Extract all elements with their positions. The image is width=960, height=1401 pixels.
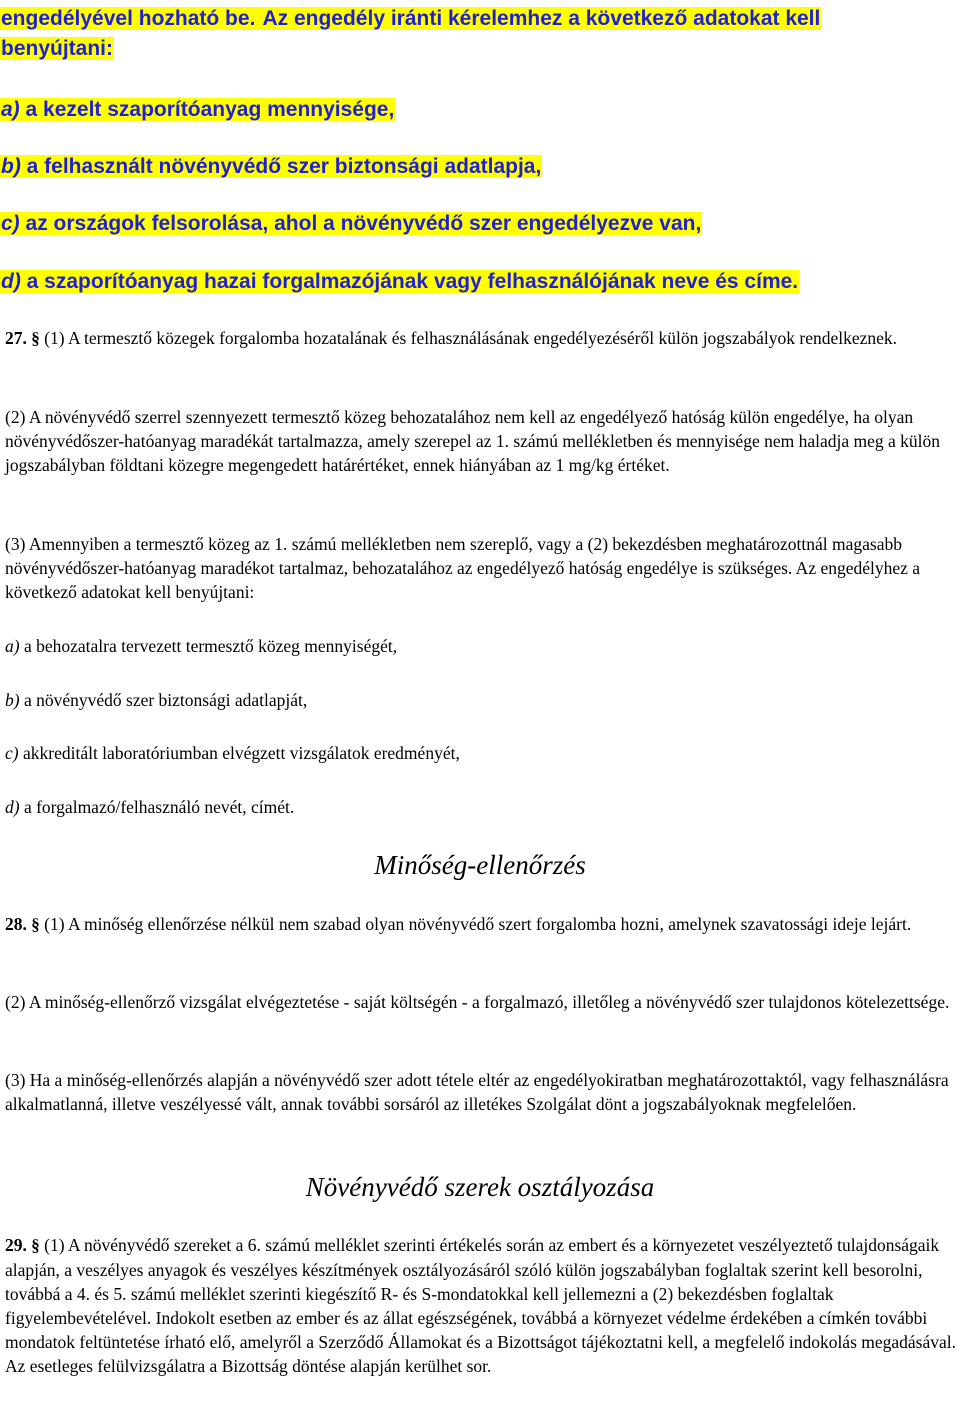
list-item-c bbox=[5, 741, 960, 765]
heading-classification: Növényvédő szerek osztályozása bbox=[305, 1172, 655, 1202]
section-number: 27. bbox=[5, 328, 27, 348]
item-text: a forgalmazó/felhasználó nevét, címét. bbox=[19, 797, 295, 817]
item-letter: d) bbox=[1, 270, 21, 293]
item-text: a növényvédő szer biztonsági adatlapját, bbox=[19, 690, 308, 710]
item-letter: a) bbox=[1, 98, 20, 121]
heading-quality-control: Minőség-ellenőrzés bbox=[374, 850, 586, 880]
item-letter: b) bbox=[5, 690, 20, 710]
list-item-a bbox=[5, 634, 960, 658]
item-text: a felhasznált növényvédő szer biztonsági adatlapja, bbox=[20, 155, 542, 178]
item-text: akkreditált laboratóriumban elvégzett vizsgálatok eredményét, bbox=[18, 743, 460, 763]
item-letter: b) bbox=[1, 155, 21, 178]
section-29-paragraph-1 bbox=[5, 1233, 960, 1378]
item-text: a szaporítóanyag hazai forgalmazójának vagy felhasználójának neve és címe. bbox=[20, 270, 799, 293]
section-number: 28. bbox=[5, 914, 27, 934]
paragraph-text: (1) A termesztő közegek forgalomba hozatalának és felhasználásának engedélyezéséről külön jogszabályok rendelkeznek. bbox=[39, 328, 898, 348]
highlighted-intro bbox=[0, 4, 960, 64]
section-28-paragraph-3: (3) Ha a minőség-ellenőrzés alapján a növényvédő szer adott tétele eltér az engedélyokiratban meghatározottaktól, vagy felhasználásra alkalmatlanná, illetve veszélyessé vált, annak további sorsáról az illetékes Szolgálat dönt a jogszabályoknak megfelelően. bbox=[5, 1070, 949, 1114]
section-27-paragraph-1 bbox=[5, 326, 960, 351]
paragraph-text: (1) A növényvédő szereket a 6. számú melléklet szerinti értékelés során az embert és a környezetet veszélyeztető tulajdonságaik alapján, a veszélyes anyagok és veszélyes készítmények osztályozásáról szóló külön jogszabályban foglaltak szerint kell besorolni, továbbá a 4. és 5. számú melléklet szerinti kiegészítő R- és S-mondatokkal kell jellemezni a (2) bekezdésben foglaltak figyelembevételével. Indokolt esetben az ember és az állat egészségének, továbbá a környezet védelme érdekében a címkén további mondatok feltüntetése írható elő, amelyről a Szerződő Államokat és a Bizottságot tájékoztatni kell, a megfelelő indokolás megadásával. Az esetleges felülvizsgálatra a Bizottság döntése alapján kerülhet sor. bbox=[5, 1235, 957, 1376]
item-letter: a) bbox=[5, 636, 20, 656]
section-sign-link[interactable]: § bbox=[31, 329, 40, 348]
section-number: 29. bbox=[5, 1235, 27, 1255]
highlight-line1-start: engedélyével hozható be. bbox=[1, 7, 256, 30]
section-28-paragraph-1 bbox=[5, 912, 960, 937]
section-27-paragraph-3: (3) Amennyiben a termesztő közeg az 1. számú mellékletben nem szereplő, vagy a (2) bekezdésben meghatározottnál magasabb növényvédőszer-hatóanyag maradékot tartalmaz, behozatalához az engedélyező hatóság engedélye is szükséges. Az engedélyhez a következő adatokat kell benyújtani: bbox=[5, 534, 921, 602]
paragraph-text: (1) A minőség ellenőrzése nélkül nem szabad olyan növényvédő szert forgalomba hozni, amelynek szavatossági ideje lejárt. bbox=[39, 914, 912, 934]
highlight-line1-rest: Az engedély iránti kérelemhez a következő adatokat kell bbox=[257, 7, 821, 30]
item-letter: c) bbox=[1, 212, 20, 235]
highlighted-item-a bbox=[0, 95, 395, 125]
item-text: a kezelt szaporítóanyag mennyisége, bbox=[19, 98, 395, 121]
item-letter: c) bbox=[5, 743, 19, 763]
list-item-d bbox=[5, 795, 960, 819]
section-28-paragraph-2: (2) A minőség-ellenőrző vizsgálat elvégeztetése - saját költségén - a forgalmazó, illetőleg a növényvédő szer tulajdonos kötelezettsége. bbox=[5, 992, 950, 1012]
item-letter: d) bbox=[5, 797, 20, 817]
section-27-paragraph-2: (2) A növényvédő szerrel szennyezett termesztő közeg behozatalához nem kell az engedélyező hatóság külön engedélye, ha olyan növényvédőszer-hatóanyag maradékát tartalmazza, amely szerepel az 1. számú mellékletben és mennyisége nem haladja meg a külön jogszabályban földtani közegre megengedett határértéket, ennek hiányában az 1 mg/kg értéket. bbox=[5, 407, 941, 475]
list-item-b bbox=[5, 688, 960, 712]
highlight-line2: benyújtani: bbox=[1, 37, 114, 60]
section-sign-link[interactable]: § bbox=[31, 1236, 40, 1255]
section-sign-link[interactable]: § bbox=[31, 915, 40, 934]
highlighted-item-d bbox=[0, 267, 799, 297]
item-text: az országok felsorolása, ahol a növényvédő szer engedélyezve van, bbox=[19, 212, 702, 235]
item-text: a behozatalra tervezett termesztő közeg mennyiségét, bbox=[19, 636, 398, 656]
highlighted-item-c bbox=[0, 209, 702, 239]
highlighted-item-b bbox=[0, 152, 542, 182]
